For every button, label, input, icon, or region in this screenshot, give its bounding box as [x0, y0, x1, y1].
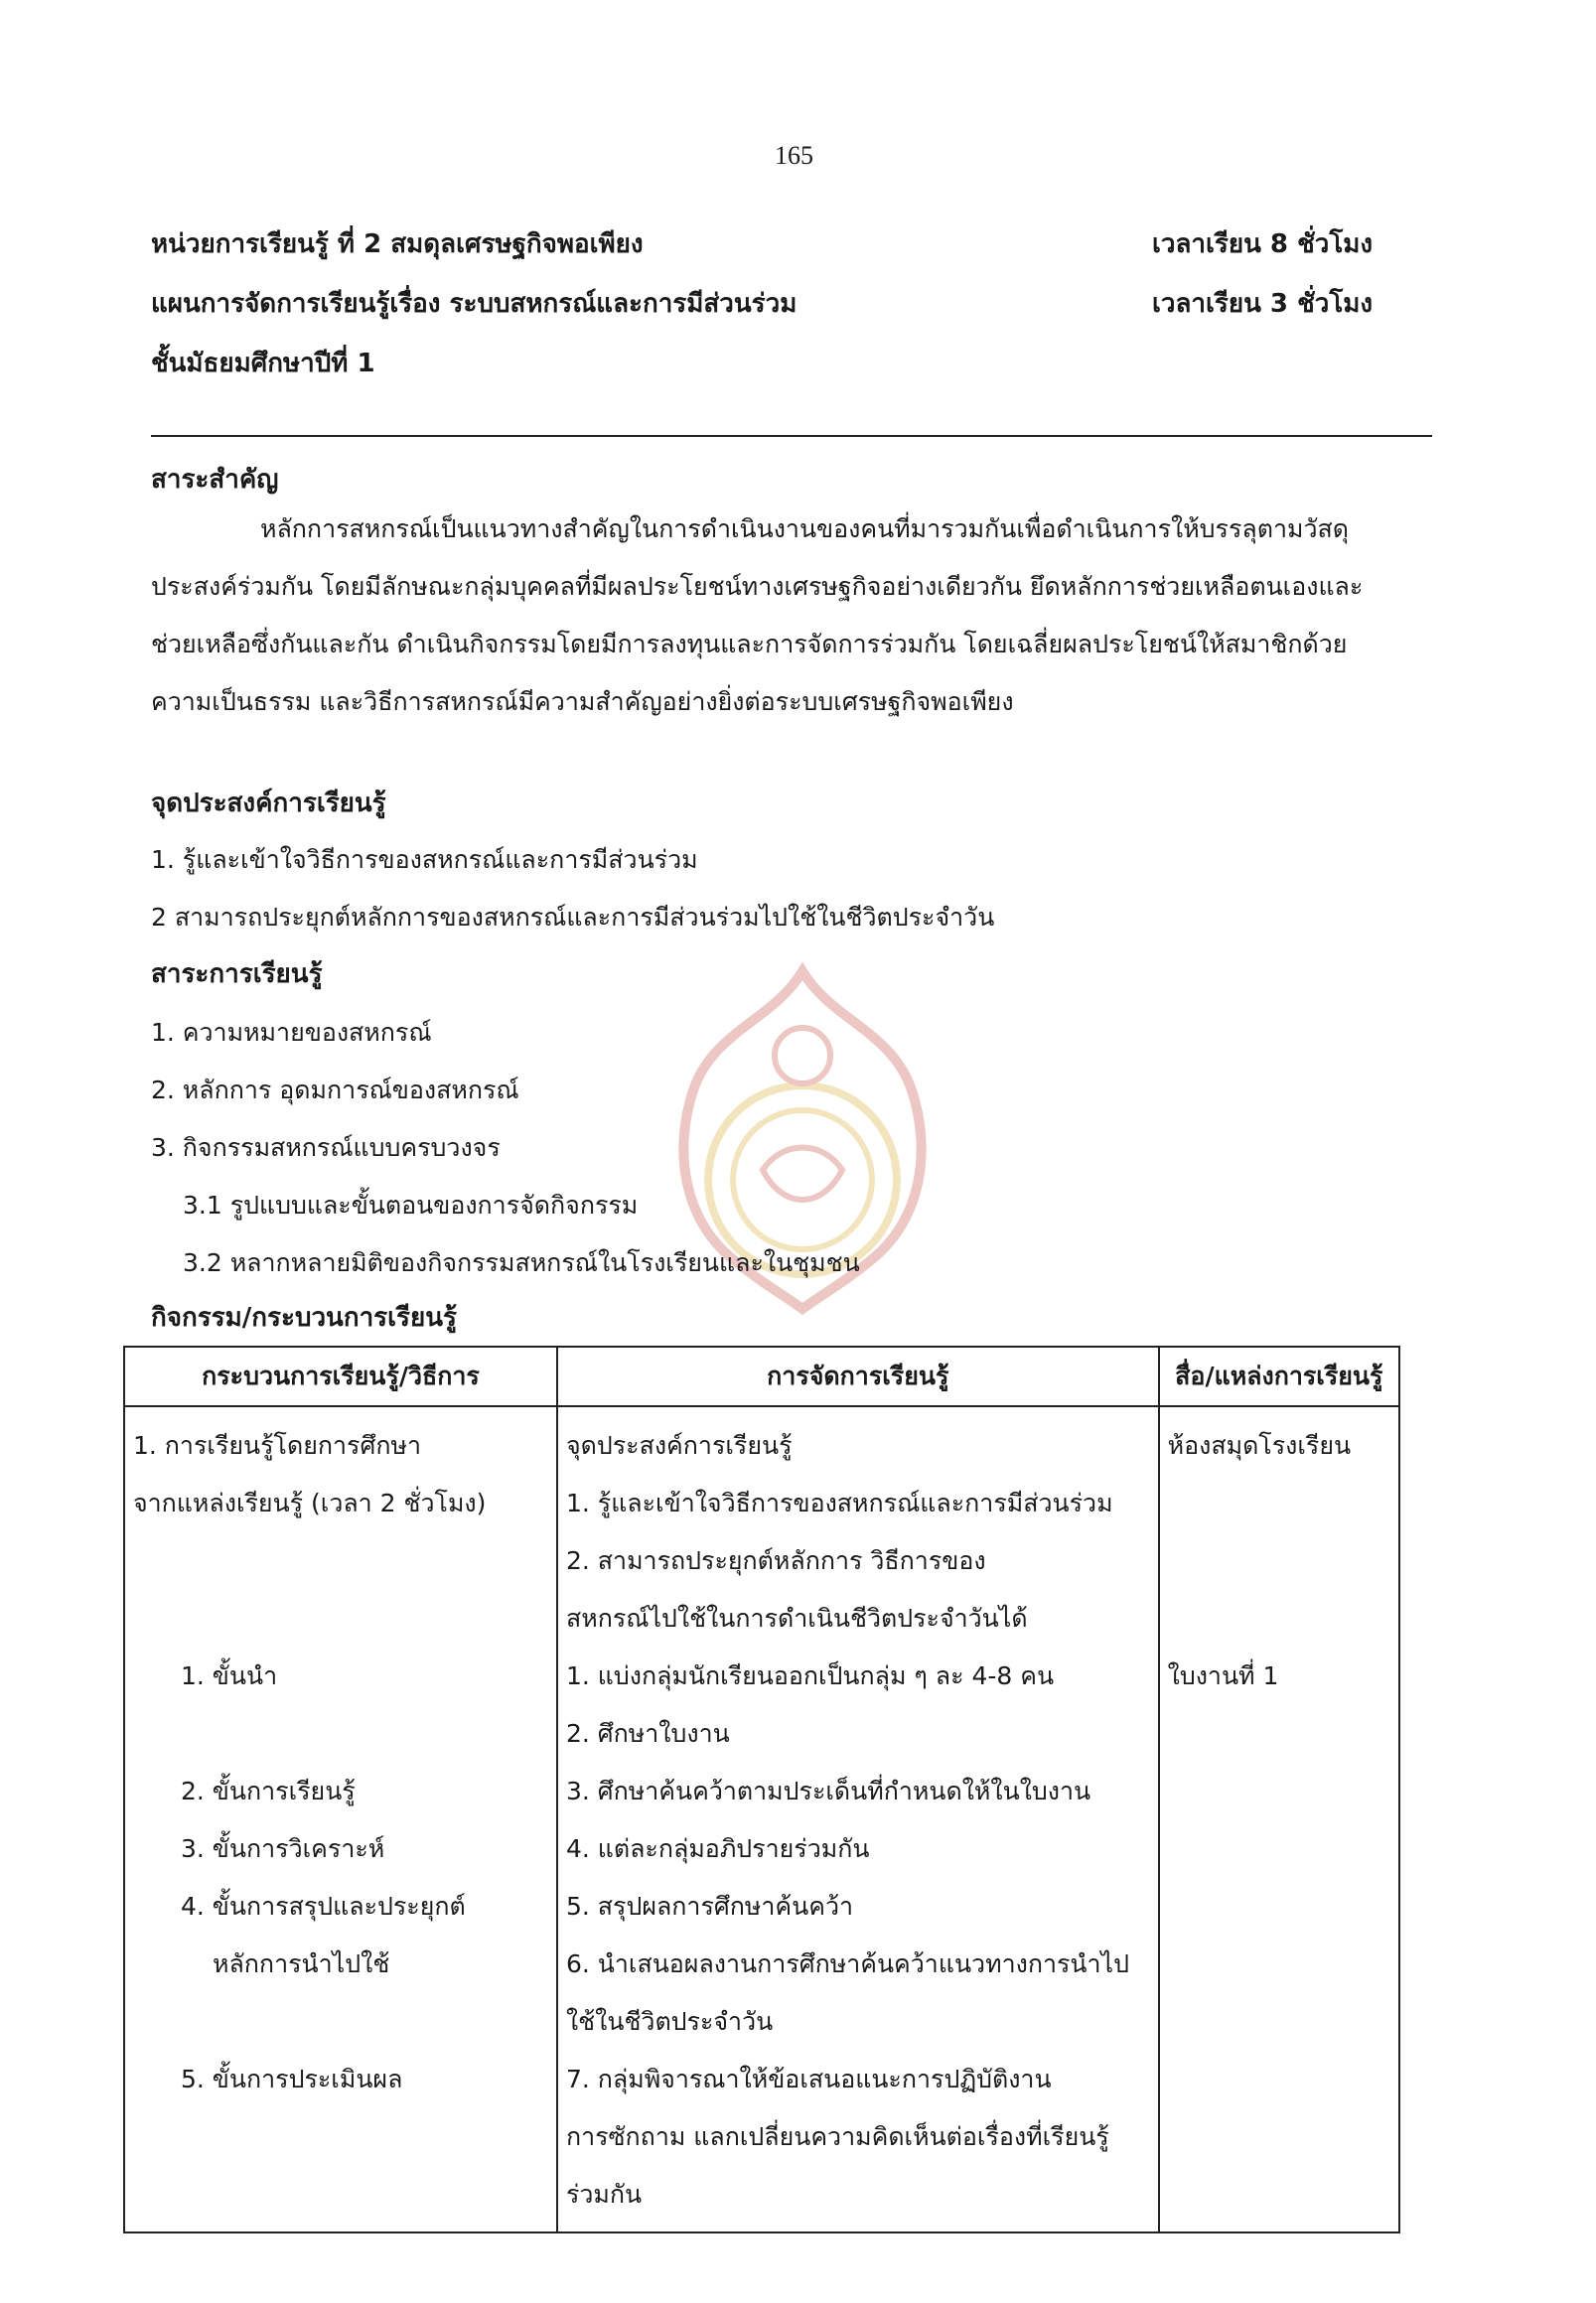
table-cell-text: [1168, 1993, 1390, 2051]
column-header-process: กระบวนการเรียนรู้/วิธีการ: [124, 1347, 557, 1406]
objectives-title: จุดประสงค์การเรียนรู้: [151, 789, 386, 818]
essence-line-2: ประสงค์ร่วมกัน โดยมีลักษณะกลุ่มบุคคลที่มีผลประโยชน์ทางเศรษฐกิจอย่างเดียวกัน ยึดหลักการช่วยเหลือตนเองและ: [151, 572, 1364, 601]
table-cell-text: [133, 1993, 548, 2051]
table-cell-text: [1168, 2051, 1390, 2108]
table-cell-text: 7. กลุ่มพิจารณาให้ข้อเสนอแนะการปฏิบัติงาน: [565, 2065, 1052, 2093]
process-cell: [124, 1406, 557, 2232]
table-cell-text: [1168, 2166, 1390, 2224]
table-cell-text: [133, 1705, 548, 1763]
table-cell-text: 3. ขั้นการวิเคราะห์: [181, 1834, 385, 1863]
table-cell-text: [1168, 1475, 1390, 1532]
table-cell-text: ใบงานที่ 1: [1167, 1661, 1279, 1690]
table-cell-text: จุดประสงค์การเรียนรู้: [565, 1431, 793, 1460]
column-header-media: สื่อ/แหล่งการเรียนรู้: [1159, 1347, 1399, 1406]
table-cell-text: [133, 1590, 548, 1648]
table-header-row: [124, 1347, 1399, 1406]
table-cell-text: 1. รู้และเข้าใจวิธีการของสหกรณ์และการมีส่วนร่วม: [565, 1489, 1113, 1517]
essence-line-4: ความเป็นธรรม และวิธีการสหกรณ์มีความสำคัญอย่างยิ่งต่อระบบเศรษฐกิจพอเพียง: [151, 687, 1014, 716]
management-cell: [557, 1406, 1159, 2232]
header-divider: [151, 435, 1432, 437]
objective-item-1: 1. รู้และเข้าใจวิธีการของสหกรณ์และการมีส่วนร่วม: [151, 845, 698, 874]
table-cell-text: [133, 2108, 548, 2166]
grade-level: ชั้นมัธยมศึกษาปีที่ 1: [151, 349, 375, 378]
table-cell-text: สหกรณ์ไปใช้ในการดำเนินชีวิตประจำวันได้: [565, 1604, 1028, 1633]
table-cell-text: [1168, 1705, 1390, 1763]
table-cell-text: [1168, 1532, 1390, 1590]
content-subitem-2: 3.2 หลากหลายมิติของกิจกรรมสหกรณ์ในโรงเรียนและในชุมชน: [183, 1248, 860, 1277]
table-cell-text: 2. ขั้นการเรียนรู้: [181, 1777, 356, 1805]
table-cell-text: 2. สามารถประยุกต์หลักการ วิธีการของ: [565, 1546, 986, 1575]
objective-item-2: 2 สามารถประยุกต์หลักการของสหกรณ์และการมีส่วนร่วมไปใช้ในชีวิตประจำวัน: [151, 903, 995, 932]
table-cell-text: ร่วมกัน: [565, 2180, 643, 2209]
table-cell-text: [1168, 1878, 1390, 1936]
table-cell-text: การซักถาม แลกเปลี่ยนความคิดเห็นต่อเรื่องที่เรียนรู้: [565, 2122, 1109, 2151]
activities-table: [123, 1346, 1400, 2233]
table-cell-text: 1. แบ่งกลุ่มนักเรียนออกเป็นกลุ่ม ๆ ละ 4-8 คน: [565, 1661, 1055, 1690]
content-item-1: 1. ความหมายของสหกรณ์: [151, 1018, 432, 1047]
essence-title: สาระสำคัญ: [151, 465, 279, 495]
content-item-3: 3. กิจกรรมสหกรณ์แบบครบวงจร: [151, 1133, 501, 1162]
table-cell-text: 4. แต่ละกลุ่มอภิปรายร่วมกัน: [565, 1834, 870, 1863]
media-cell: [1159, 1406, 1399, 2232]
table-cell-text: หลักการนำไปใช้: [213, 1949, 390, 1978]
content-subitem-1: 3.1 รูปแบบและขั้นตอนของการจัดกิจกรรม: [183, 1191, 639, 1220]
table-cell-text: 5. ขั้นการประเมินผล: [181, 2065, 403, 2093]
table-cell-text: [1168, 2108, 1390, 2166]
essence-line-3: ช่วยเหลือซึ่งกันและกัน ดำเนินกิจกรรมโดยมีการลงทุนและการจัดการร่วมกัน โดยเฉลี่ยผลประโยชน์ให้สมาชิกด้วย: [151, 630, 1348, 658]
table-cell-text: [1168, 1936, 1390, 1993]
table-cell-text: [133, 2166, 548, 2224]
column-header-management: การจัดการเรียนรู้: [557, 1347, 1159, 1406]
table-cell-text: ใช้ในชีวิตประจำวัน: [565, 2007, 774, 2036]
table-cell-text: 1. การเรียนรู้โดยการศึกษา: [133, 1431, 421, 1460]
table-cell-text: ห้องสมุดโรงเรียน: [1167, 1431, 1352, 1460]
plan-time: เวลาเรียน 3 ชั่วโมง: [1152, 289, 1374, 319]
table-cell-text: [1168, 1820, 1390, 1878]
table-cell-text: จากแหล่งเรียนรู้ (เวลา 2 ชั่วโมง): [133, 1489, 487, 1517]
activities-title: กิจกรรม/กระบวนการเรียนรู้: [151, 1303, 457, 1333]
page-number: 165: [775, 141, 813, 170]
table-cell-text: 2. ศึกษาใบงาน: [565, 1719, 730, 1748]
table-cell-text: 1. ขั้นนำ: [181, 1661, 278, 1690]
table-cell-text: 5. สรุปผลการศึกษาค้นคว้า: [565, 1892, 854, 1921]
unit-title: หน่วยการเรียนรู้ ที่ 2 สมดุลเศรษฐกิจพอเพียง: [151, 229, 644, 259]
unit-time: เวลาเรียน 8 ชั่วโมง: [1152, 229, 1374, 259]
table-cell-text: 6. นำเสนอผลงานการศึกษาค้นคว้าแนวทางการนำไป: [565, 1949, 1129, 1978]
table-cell-text: [133, 1532, 548, 1590]
table-cell-text: 4. ขั้นการสรุปและประยุกต์: [181, 1892, 466, 1921]
content-item-2: 2. หลักการ อุดมการณ์ของสหกรณ์: [151, 1076, 519, 1104]
content-title: สาระการเรียนรู้: [151, 959, 323, 989]
table-cell-text: [1168, 1763, 1390, 1820]
essence-line-1: หลักการสหกรณ์เป็นแนวทางสำคัญในการดำเนินงานของคนที่มารวมกันเพื่อดำเนินการให้บรรลุตามวัสดุ: [260, 514, 1350, 543]
plan-title: แผนการจัดการเรียนรู้เรื่อง ระบบสหกรณ์และการมีส่วนร่วม: [151, 289, 798, 319]
table-cell-text: [1168, 1590, 1390, 1648]
table-row: [124, 1406, 1399, 2232]
table-cell-text: 3. ศึกษาค้นคว้าตามประเด็นที่กำหนดให้ในใบงาน: [565, 1777, 1091, 1805]
